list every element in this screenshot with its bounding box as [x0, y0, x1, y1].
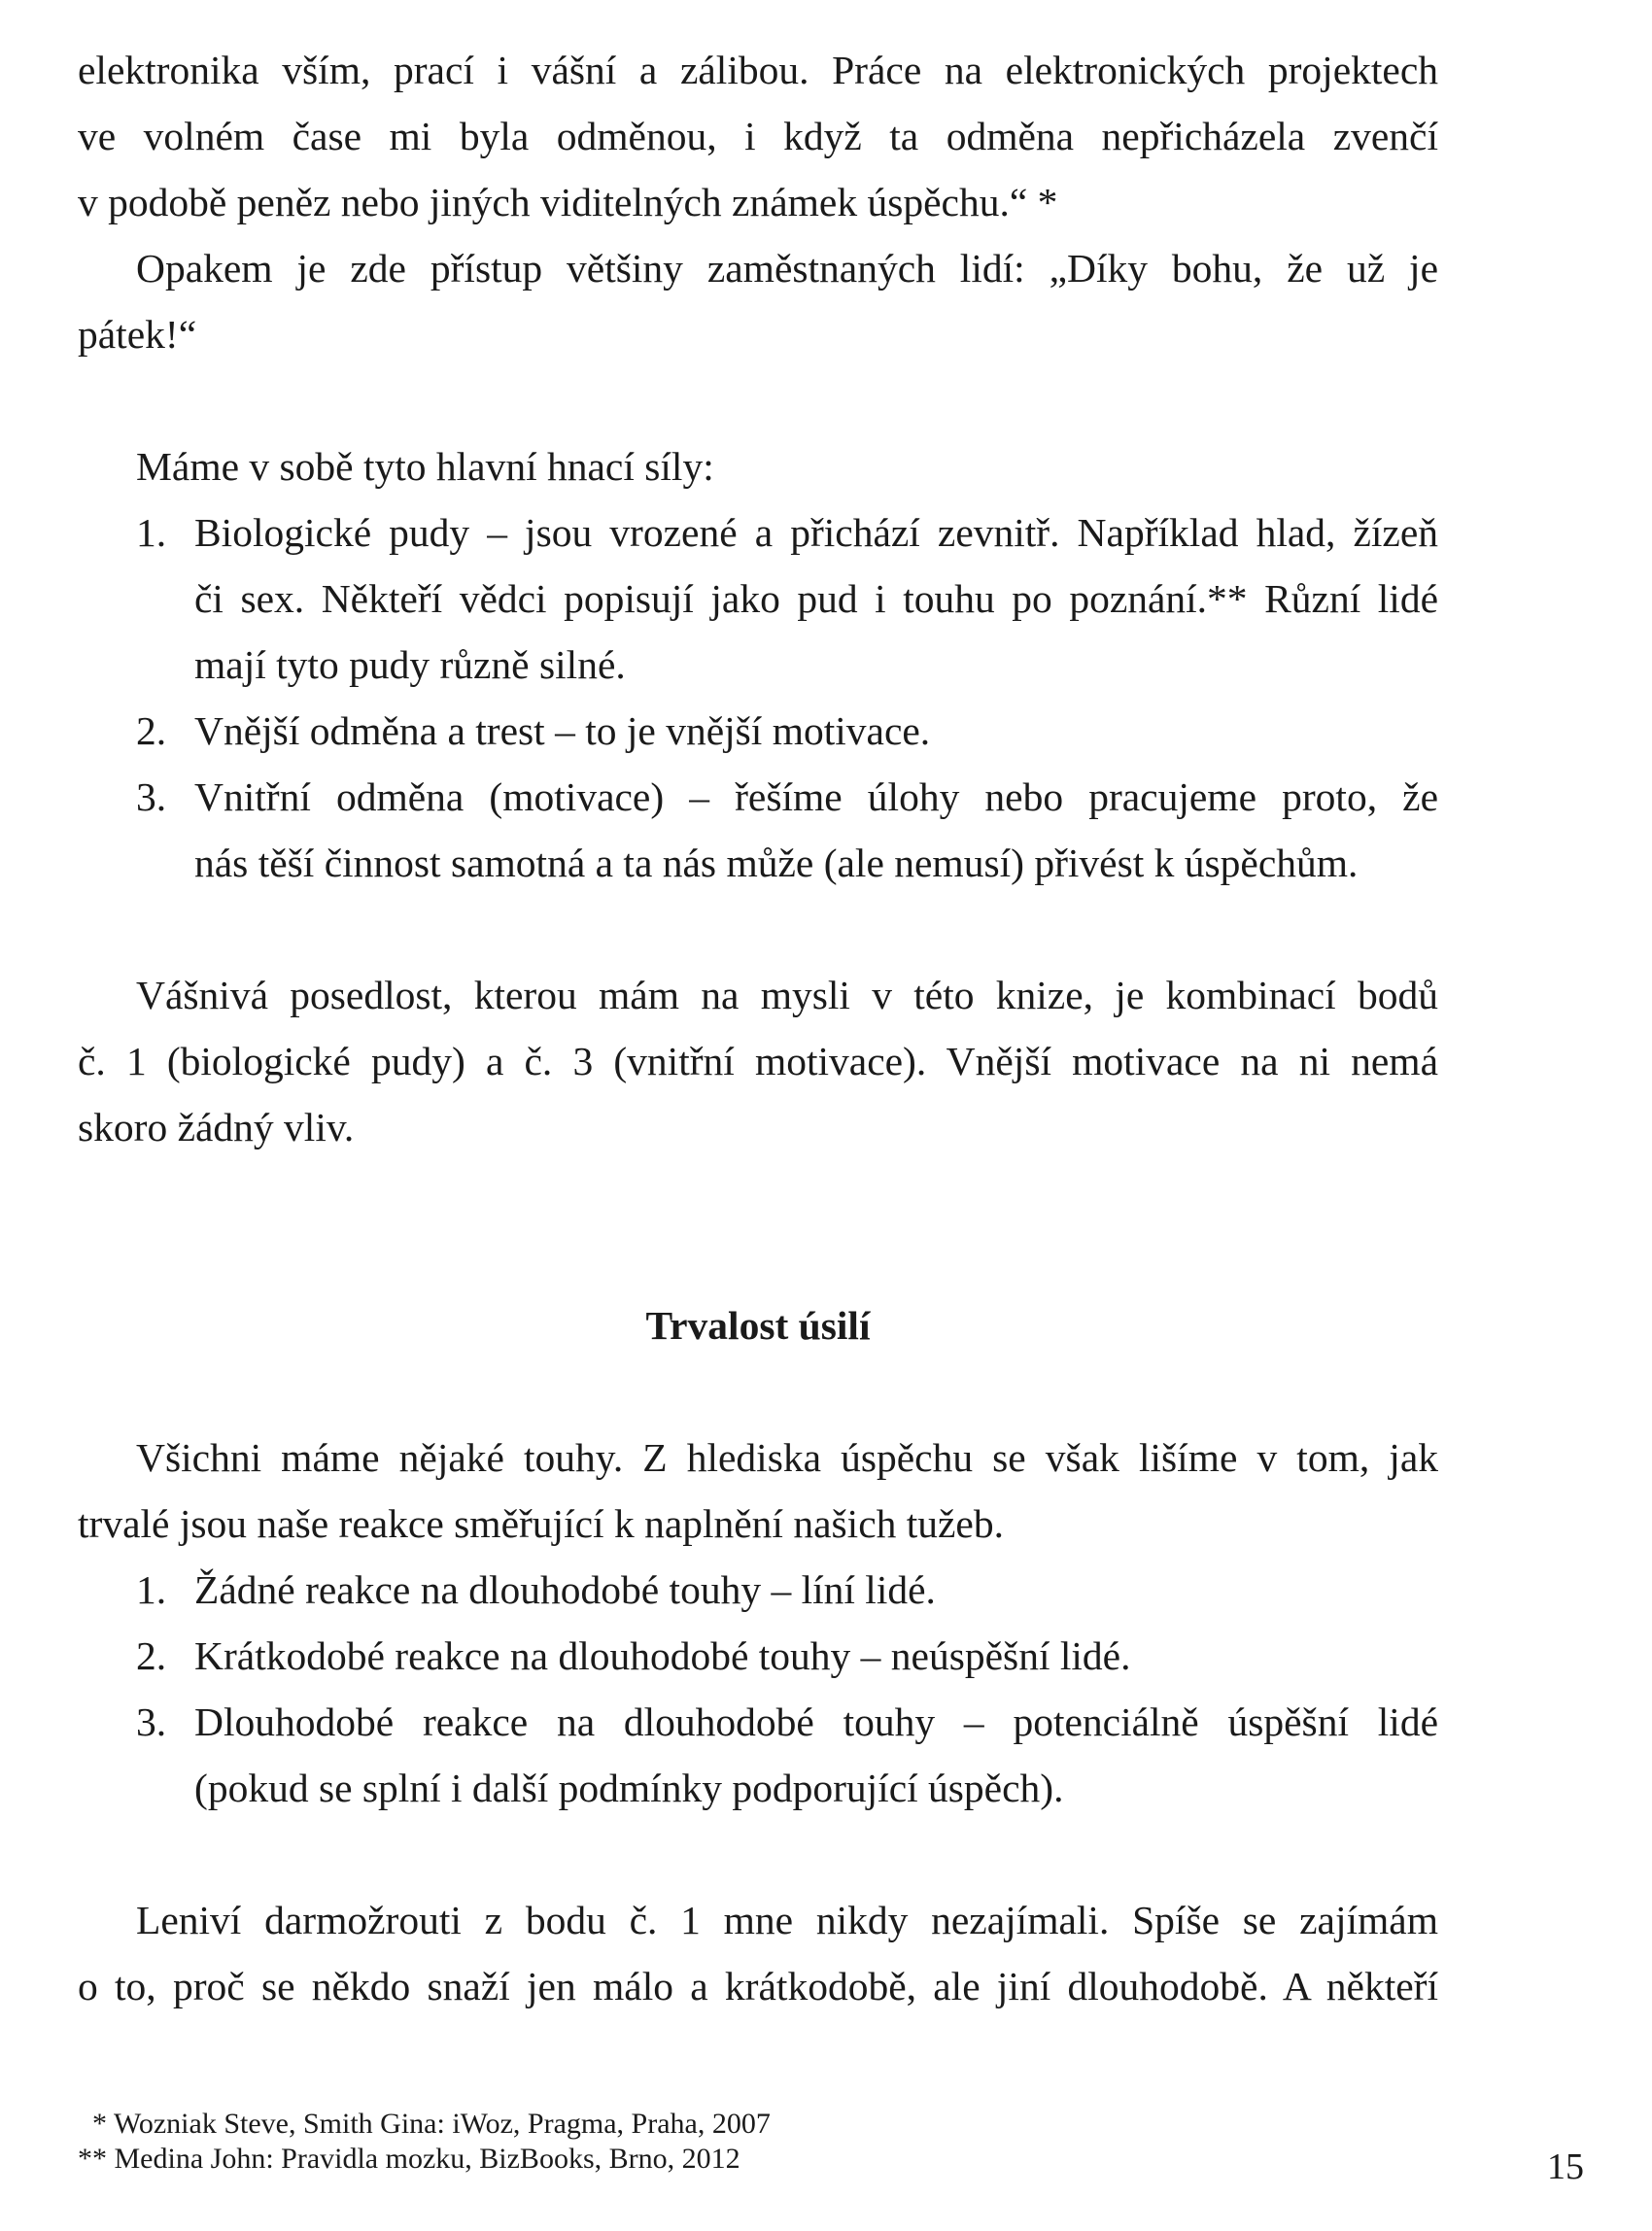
- spacer: [78, 896, 1438, 962]
- list-item: [78, 499, 1438, 698]
- text-line: Leniví darmožrouti z bodu č. 1 mne nikdy nezajímali. Spíše se zajímám: [136, 1898, 1438, 1942]
- list-intro: Máme v sobě tyto hlavní hnací síly:: [136, 444, 714, 489]
- text-line: Vášnivá posedlost, kterou mám na mysli v této knize, je kombinací bodů: [136, 973, 1438, 1017]
- section-heading: Trvalost úsilí: [645, 1303, 871, 1348]
- spacer: [78, 1821, 1438, 1887]
- list-item-line: mají tyto pudy různě silné.: [194, 642, 626, 687]
- paragraph-2: [78, 235, 1438, 367]
- list-item-number: 2.: [136, 1633, 167, 1678]
- list-item-number: 1.: [136, 1567, 167, 1612]
- text-line: Opakem je zde přístup většiny zaměstnaných lidí: „Díky bohu, že už je: [136, 246, 1438, 291]
- page-number: 15: [1547, 2146, 1584, 2187]
- list-item: [78, 1557, 1438, 1623]
- text-line: o to, proč se někdo snaží jen málo a krátkodobě, ale jiní dlouhodobě. A někteří: [78, 1964, 1438, 2008]
- list-item-line: Dlouhodobé reakce na dlouhodobé touhy – potenciálně úspěšní lidé: [194, 1699, 1438, 1744]
- list-item: [78, 1689, 1438, 1821]
- list-item-line: Žádné reakce na dlouhodobé touhy – líní lidé.: [194, 1567, 936, 1612]
- paragraph-3: [78, 962, 1438, 1160]
- text-line: trvalé jsou naše reakce směřující k naplnění našich tužeb.: [78, 1501, 1004, 1546]
- list-item-line: či sex. Někteří vědci popisují jako pud i touhu po poznání.** Různí lidé: [194, 576, 1438, 621]
- list-item-number: 3.: [136, 1699, 167, 1744]
- spacer: [78, 1160, 1438, 1292]
- footnote: * Wozniak Steve, Smith Gina: iWoz, Pragma, Praha, 2007: [78, 2108, 771, 2140]
- list-item-line: (pokud se splní i další podmínky podporující úspěch).: [194, 1766, 1064, 1810]
- text-line: skoro žádný vliv.: [78, 1105, 355, 1150]
- text-line: pátek!“: [78, 312, 197, 357]
- list-item-line: nás těší činnost samotná a ta nás může (ale nemusí) přivést k úspěchům.: [194, 841, 1359, 885]
- footnote: ** Medina John: Pravidla mozku, BizBooks, Brno, 2012: [78, 2143, 740, 2175]
- list-item: [78, 698, 1438, 764]
- text-line: Všichni máme nějaké touhy. Z hlediska úspěchu se však lišíme v tom, jak: [136, 1435, 1438, 1480]
- list-item-number: 1.: [136, 510, 167, 555]
- list-item-line: Biologické pudy – jsou vrozené a přichází zevnitř. Například hlad, žízeň: [194, 510, 1438, 555]
- spacer: [78, 1358, 1438, 1424]
- spacer: [78, 367, 1438, 433]
- list-item-line: Krátkodobé reakce na dlouhodobé touhy – neúspěšní lidé.: [194, 1633, 1131, 1678]
- list-item-number: 2.: [136, 708, 167, 753]
- page-body: [78, 37, 1438, 2019]
- paragraph-4: [78, 1424, 1438, 1557]
- list-item-number: 3.: [136, 774, 167, 819]
- paragraph-1: [78, 37, 1438, 235]
- list-item: [78, 764, 1438, 896]
- reactions-list: [78, 1557, 1438, 1821]
- footnotes: [78, 2107, 771, 2177]
- text-line: ve volném čase mi byla odměnou, i když ta odměna nepřicházela zvenčí: [78, 114, 1438, 158]
- text-line: elektronika vším, prací i vášní a zálibou. Práce na elektronických projektech: [78, 48, 1438, 92]
- list-item-line: Vnější odměna a trest – to je vnější motivace.: [194, 708, 931, 753]
- driving-forces-list: [78, 499, 1438, 896]
- list-item-line: Vnitřní odměna (motivace) – řešíme úlohy nebo pracujeme proto, že: [194, 774, 1438, 819]
- list-item: [78, 1623, 1438, 1689]
- paragraph-5: [78, 1887, 1438, 2019]
- text-line: v podobě peněz nebo jiných viditelných známek úspěchu.“ *: [78, 180, 1058, 224]
- text-line: č. 1 (biologické pudy) a č. 3 (vnitřní motivace). Vnější motivace na ni nemá: [78, 1039, 1438, 1083]
